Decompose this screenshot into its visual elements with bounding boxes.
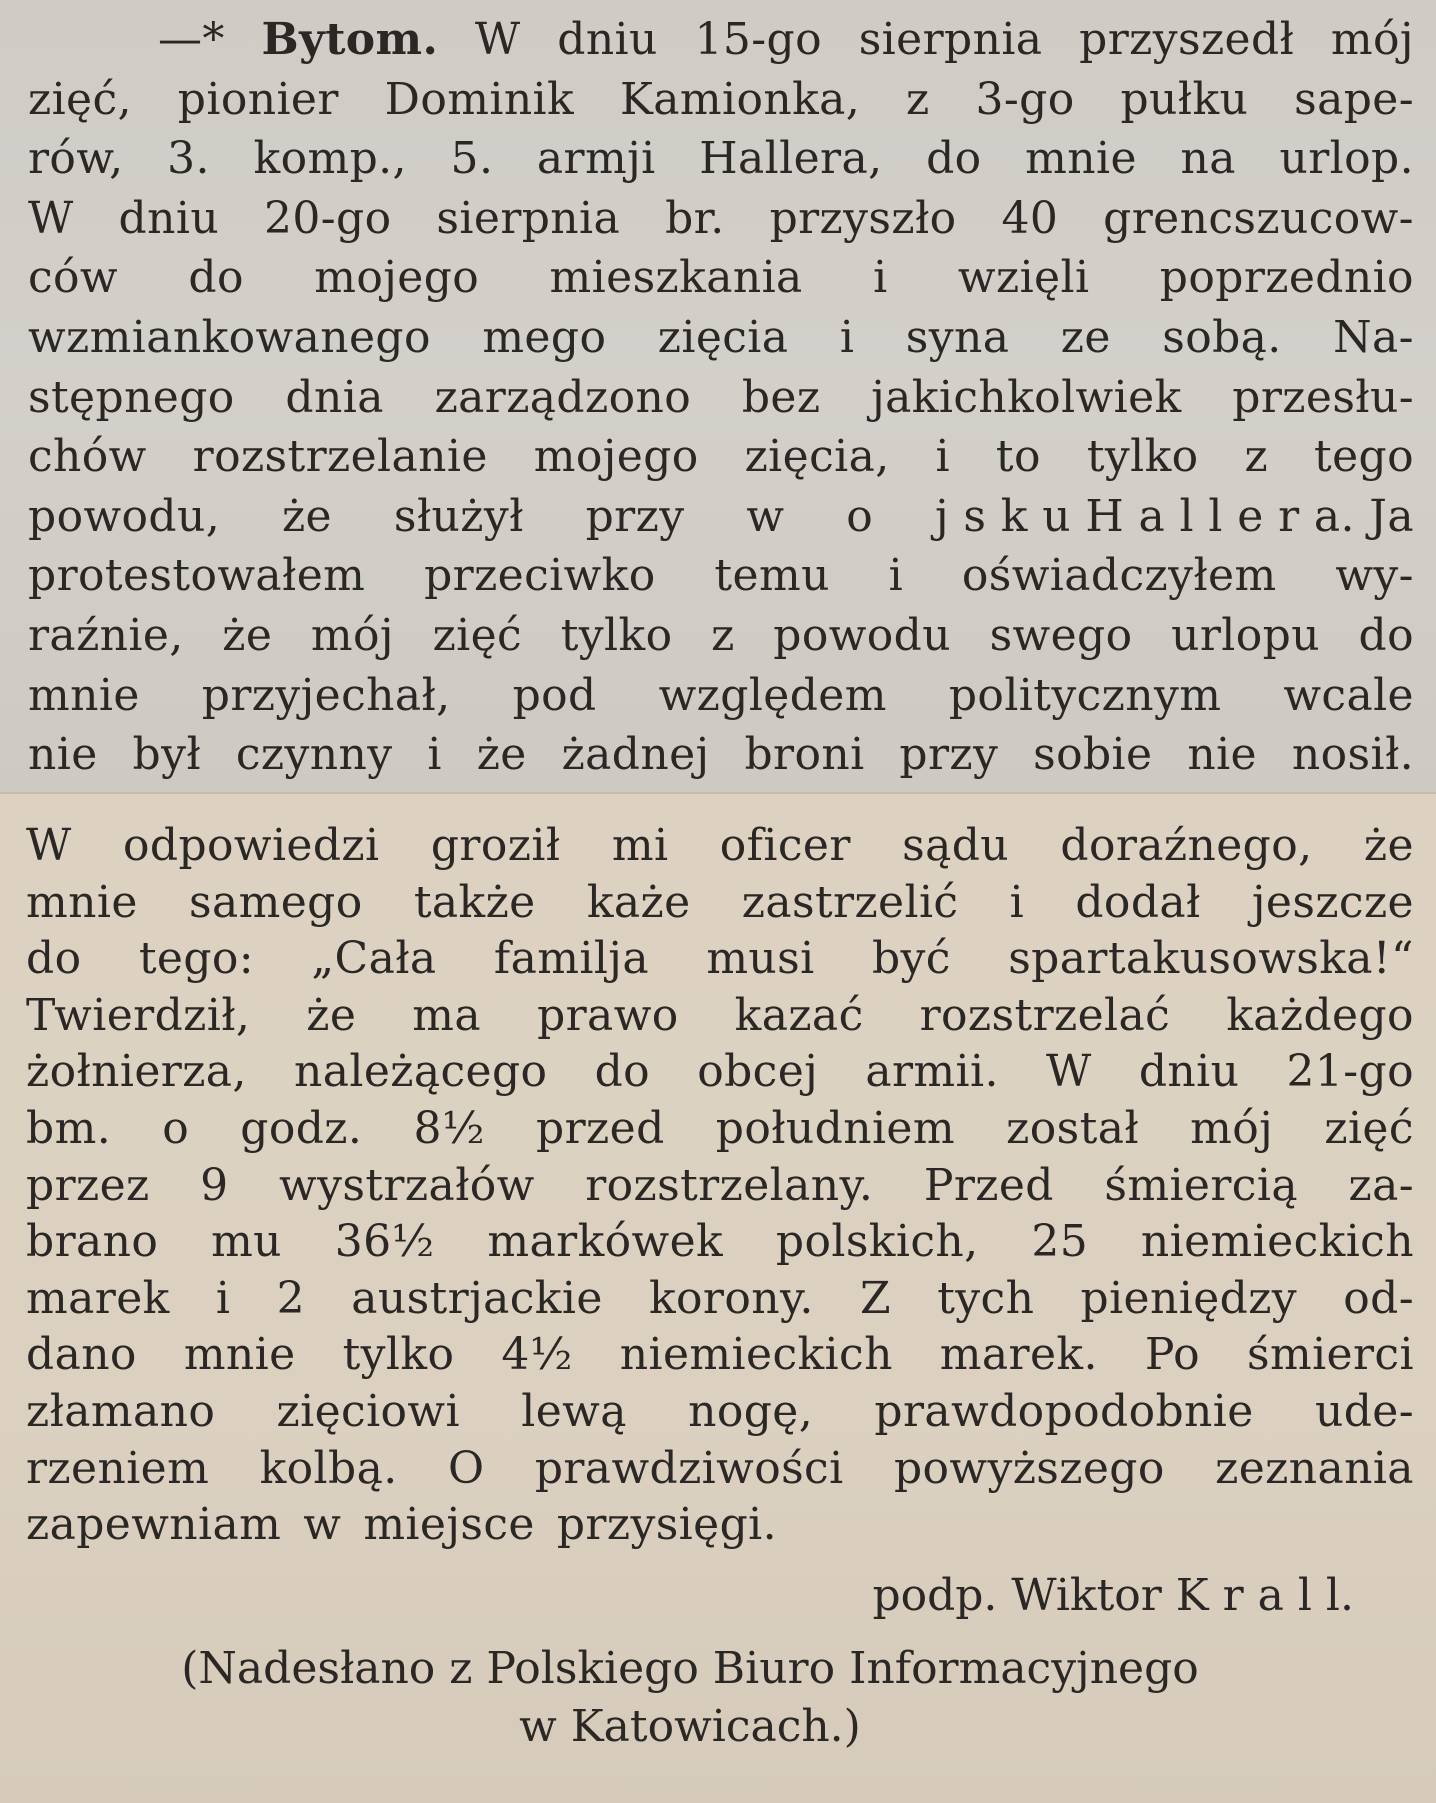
text-word: brano xyxy=(26,1216,159,1268)
text-word: dnia xyxy=(285,371,384,423)
text-word: 36½ xyxy=(334,1216,435,1268)
text-word: bm. xyxy=(26,1102,112,1154)
text-line xyxy=(26,1158,1414,1215)
text-line xyxy=(28,189,1414,249)
text-word: w xyxy=(303,1499,342,1551)
text-word: tylko xyxy=(1086,431,1199,483)
text-word: 15-go xyxy=(694,14,822,65)
text-word: oficer xyxy=(719,820,851,871)
text-word: mój xyxy=(1190,1102,1274,1154)
text-line xyxy=(28,546,1414,606)
text-word: przy xyxy=(585,490,685,542)
text-word: był xyxy=(132,729,202,781)
text-word: każe xyxy=(586,876,691,928)
text-line xyxy=(26,875,1414,932)
text-word: dano xyxy=(26,1329,137,1381)
text-word: 8½ xyxy=(413,1102,485,1154)
text-word: poprzednio xyxy=(1159,252,1414,304)
text-word: Kamionka, xyxy=(619,73,861,125)
text-word: 21-go xyxy=(1286,1046,1414,1098)
text-word: godz. xyxy=(240,1102,363,1154)
text-word: mojego xyxy=(314,252,480,304)
text-word: rozstrzelany. xyxy=(585,1159,874,1211)
text-word: rozstrzelać xyxy=(919,989,1171,1041)
text-word: mnie xyxy=(183,1329,296,1381)
text-word: mój xyxy=(310,609,394,661)
text-word: austrjackie xyxy=(351,1272,603,1324)
text-word: tego xyxy=(1313,431,1414,483)
text-word: Przed xyxy=(923,1159,1054,1211)
text-word: ma xyxy=(412,989,482,1041)
text-word: i xyxy=(888,550,904,602)
text-word: tylko xyxy=(560,609,673,661)
text-word: śmierci xyxy=(1246,1329,1414,1381)
text-word: przeciwko xyxy=(424,550,656,602)
text-word: Po xyxy=(1144,1329,1200,1381)
text-line xyxy=(26,1384,1414,1441)
text-word: dniu xyxy=(1138,1046,1240,1098)
text-word: że xyxy=(476,729,527,781)
text-word: musi xyxy=(706,933,815,985)
text-line xyxy=(28,10,1414,70)
text-line xyxy=(28,308,1414,368)
text-word: W xyxy=(1046,1046,1092,1098)
text-word: polskich, xyxy=(775,1216,979,1268)
text-word: mieszkania xyxy=(549,252,803,304)
text-word: zeznania xyxy=(1215,1442,1414,1494)
text-word: ude- xyxy=(1314,1385,1414,1437)
text-word: armii. xyxy=(865,1046,999,1098)
text-word: zięć xyxy=(1324,1102,1414,1154)
text-word: zięć xyxy=(432,609,523,661)
text-word: familja xyxy=(493,933,649,985)
text-word: zięciowi xyxy=(276,1385,460,1437)
text-word: o xyxy=(162,1102,190,1154)
text-word: tych xyxy=(937,1272,1035,1324)
text-word: mój xyxy=(1330,14,1414,65)
text-word: że xyxy=(281,490,332,542)
text-word: do xyxy=(1358,609,1414,661)
text-word: niemieckich xyxy=(1140,1216,1414,1268)
text-word: protestowałem xyxy=(28,550,366,602)
text-line xyxy=(28,427,1414,487)
text-word: i xyxy=(935,431,951,483)
text-word: ze xyxy=(1060,311,1111,363)
text-word: urlop. xyxy=(1279,133,1414,185)
text-line xyxy=(26,1271,1414,1328)
text-word: do xyxy=(188,252,244,304)
text-word: przysięgi. xyxy=(556,1499,778,1551)
text-line xyxy=(26,931,1414,988)
text-word: wzmiankowanego xyxy=(28,311,431,363)
text-word: j s k u H a l l e r a. Ja xyxy=(934,490,1414,542)
text-word: nie xyxy=(1187,729,1257,781)
text-line xyxy=(26,1101,1414,1158)
text-word: na xyxy=(1180,133,1236,185)
text-word: z xyxy=(1244,431,1269,483)
text-word: W xyxy=(28,192,74,244)
text-word: obcej xyxy=(697,1046,819,1098)
text-word: 5. xyxy=(450,133,494,185)
text-word: mnie xyxy=(1025,133,1137,185)
text-word: pułku xyxy=(1120,73,1249,125)
text-word: doraźnego, xyxy=(1060,820,1313,871)
text-word: swego xyxy=(989,609,1133,661)
text-word: prawdziwości xyxy=(534,1442,844,1494)
text-word: wcale xyxy=(1283,669,1414,721)
text-word: śmiercią xyxy=(1104,1159,1298,1211)
text-word: mnie xyxy=(26,876,138,928)
text-word: W xyxy=(474,14,521,65)
text-word: jeszcze xyxy=(1251,876,1414,928)
text-word: przez xyxy=(26,1159,150,1211)
text-word: Twierdził, xyxy=(26,989,251,1041)
clipping-bottom-section xyxy=(0,792,1436,1803)
text-word: powodu xyxy=(773,609,951,661)
text-word: dniu xyxy=(118,192,220,244)
text-word: to xyxy=(995,431,1041,483)
text-word: 4½ xyxy=(501,1329,573,1381)
text-word: Dominik xyxy=(384,73,575,125)
text-word: że xyxy=(306,989,357,1041)
text-word: zarządzono xyxy=(434,371,692,423)
text-word: ców xyxy=(28,252,118,304)
text-word: chów xyxy=(28,431,147,483)
text-word: korony. xyxy=(648,1272,814,1324)
text-word: jakichkolwiek xyxy=(871,371,1182,423)
text-word: „Cała xyxy=(311,933,437,985)
text-word: W xyxy=(26,820,72,871)
text-word: pionier xyxy=(177,73,339,125)
text-line xyxy=(28,606,1414,666)
text-word: grencszucow- xyxy=(1103,192,1414,244)
text-word: niemieckich xyxy=(619,1329,893,1381)
text-word: sierpnia xyxy=(858,14,1043,65)
text-word: rów, xyxy=(28,133,124,185)
text-word: że xyxy=(1363,820,1414,871)
text-word: nogę, xyxy=(688,1385,814,1437)
text-word: 3-go xyxy=(975,73,1075,125)
text-word: br. xyxy=(665,192,725,244)
text-word: i xyxy=(1009,876,1025,928)
text-word: do xyxy=(594,1046,651,1098)
text-word: sądu xyxy=(902,820,1010,871)
text-word: żadnej xyxy=(561,729,710,781)
text-line xyxy=(28,725,1414,785)
text-line xyxy=(28,666,1414,726)
text-line xyxy=(28,248,1414,308)
text-word: nosił. xyxy=(1291,729,1414,781)
text-word: przyszedł xyxy=(1079,14,1295,65)
text-word: stępnego xyxy=(28,371,235,423)
text-word: kolbą. xyxy=(259,1442,398,1494)
text-word: 2 xyxy=(276,1272,305,1324)
text-word: że xyxy=(222,609,273,661)
text-word: przyszło xyxy=(769,192,957,244)
text-word: wzięli xyxy=(957,252,1090,304)
text-line xyxy=(28,70,1414,130)
text-word: z xyxy=(906,73,930,125)
signature: podp. Wiktor K r a l l. xyxy=(872,1569,1354,1621)
text-word: został xyxy=(1006,1102,1139,1154)
text-word: kazać xyxy=(734,989,864,1041)
text-word: 3. xyxy=(167,133,210,185)
text-word: Bytom. xyxy=(261,14,439,65)
text-word: bez xyxy=(741,371,821,423)
text-word: 20-go xyxy=(263,192,392,244)
text-word: armji xyxy=(536,133,656,185)
text-word: za- xyxy=(1348,1159,1414,1211)
text-word: być xyxy=(871,933,951,985)
text-word: należącego xyxy=(293,1046,548,1098)
text-line xyxy=(26,988,1414,1045)
text-word: sobą. xyxy=(1162,311,1282,363)
text-word: do xyxy=(26,933,82,985)
text-word: pod xyxy=(512,669,597,721)
text-word: złamano xyxy=(26,1385,216,1437)
text-word: prawo xyxy=(537,989,679,1041)
text-word: groził xyxy=(430,820,561,871)
text-word: mi xyxy=(611,820,669,871)
text-word: samego xyxy=(188,876,363,928)
text-word: nie xyxy=(28,729,98,781)
text-word: z xyxy=(711,609,735,661)
text-line xyxy=(26,1214,1414,1271)
text-word: odpowiedzi xyxy=(122,820,380,871)
text-word: w xyxy=(746,490,785,542)
text-word: dniu xyxy=(557,14,658,65)
source-note-line-2: w Katowicach.) xyxy=(519,1700,861,1752)
text-word: wy- xyxy=(1335,550,1414,602)
text-line xyxy=(26,818,1414,875)
text-word: lewą xyxy=(521,1385,627,1437)
text-word: 25 xyxy=(1031,1216,1089,1268)
text-word: sierpnia xyxy=(436,192,621,244)
text-word: względem xyxy=(658,669,887,721)
text-word: syna xyxy=(905,311,1010,363)
text-line xyxy=(26,1497,1414,1554)
text-word: każdego xyxy=(1226,989,1414,1041)
text-word: Hallera, xyxy=(699,133,883,185)
text-word: przyjechał, xyxy=(201,669,451,721)
clipping-top-section xyxy=(0,0,1436,792)
text-word: czynny xyxy=(235,729,393,781)
text-word: komp., xyxy=(253,133,407,185)
text-word: służył xyxy=(393,490,524,542)
source-note-line-1: (Nadesłano z Polskiego Biuro Informacyjnego xyxy=(181,1642,1199,1694)
text-line xyxy=(26,1327,1414,1384)
text-word: przy xyxy=(899,729,999,781)
text-word: miejsce xyxy=(363,1499,535,1551)
text-word: sobie xyxy=(1033,729,1153,781)
text-word: marek. xyxy=(939,1329,1098,1381)
text-word: zięcia, xyxy=(744,431,890,483)
text-word: temu xyxy=(714,550,830,602)
text-word: mu xyxy=(211,1216,282,1268)
text-word: tylko xyxy=(342,1329,455,1381)
text-word: dodał xyxy=(1075,876,1201,928)
text-word: i xyxy=(215,1272,231,1324)
text-word: o xyxy=(846,490,874,542)
text-word: zięć, xyxy=(28,73,132,125)
text-word: i xyxy=(839,311,855,363)
text-word: przesłu- xyxy=(1232,371,1414,423)
text-word: Z xyxy=(860,1272,891,1324)
text-word: prawdopodobnie xyxy=(874,1385,1254,1437)
text-word: południem xyxy=(715,1102,955,1154)
text-word: przed xyxy=(536,1102,665,1154)
text-word: sape- xyxy=(1294,73,1414,125)
text-word: zapewniam xyxy=(26,1499,282,1551)
text-word: od- xyxy=(1343,1272,1414,1324)
text-word: rzeniem xyxy=(26,1442,210,1494)
text-word: i xyxy=(427,729,442,781)
text-word: mego xyxy=(482,311,607,363)
text-line xyxy=(26,1441,1414,1498)
text-word: 40 xyxy=(1001,192,1059,244)
text-word: markówek xyxy=(487,1216,724,1268)
text-line xyxy=(28,487,1414,547)
text-word: żołnierza, xyxy=(26,1046,247,1098)
text-word: raźnie, xyxy=(28,609,184,661)
text-word: Na- xyxy=(1333,311,1414,363)
text-word: powyższego xyxy=(893,1442,1165,1494)
text-word: rozstrzelanie xyxy=(192,431,488,483)
text-word: O xyxy=(447,1442,485,1494)
text-word: tego: xyxy=(138,933,255,985)
text-word: marek xyxy=(26,1272,170,1324)
text-word: spartakusowska!“ xyxy=(1008,933,1414,985)
text-word: i xyxy=(873,252,888,304)
text-word: broni xyxy=(744,729,865,781)
text-word: —* xyxy=(158,14,225,65)
text-word: do xyxy=(926,133,982,185)
text-word: zastrzelić xyxy=(741,876,959,928)
text-line xyxy=(28,368,1414,428)
text-line xyxy=(28,129,1414,189)
text-word: powodu, xyxy=(28,490,221,542)
text-word: politycznym xyxy=(948,669,1222,721)
text-word: mnie xyxy=(28,669,140,721)
text-line xyxy=(26,1044,1414,1101)
text-word: zięcia xyxy=(657,311,789,363)
text-word: wystrzałów xyxy=(279,1159,535,1211)
text-word: mojego xyxy=(533,431,699,483)
text-word: 9 xyxy=(200,1159,229,1211)
text-word: także xyxy=(413,876,536,928)
text-word: oświadczyłem xyxy=(961,550,1277,602)
text-word: urlopu xyxy=(1171,609,1320,661)
text-word: pieniędzy xyxy=(1080,1272,1298,1324)
